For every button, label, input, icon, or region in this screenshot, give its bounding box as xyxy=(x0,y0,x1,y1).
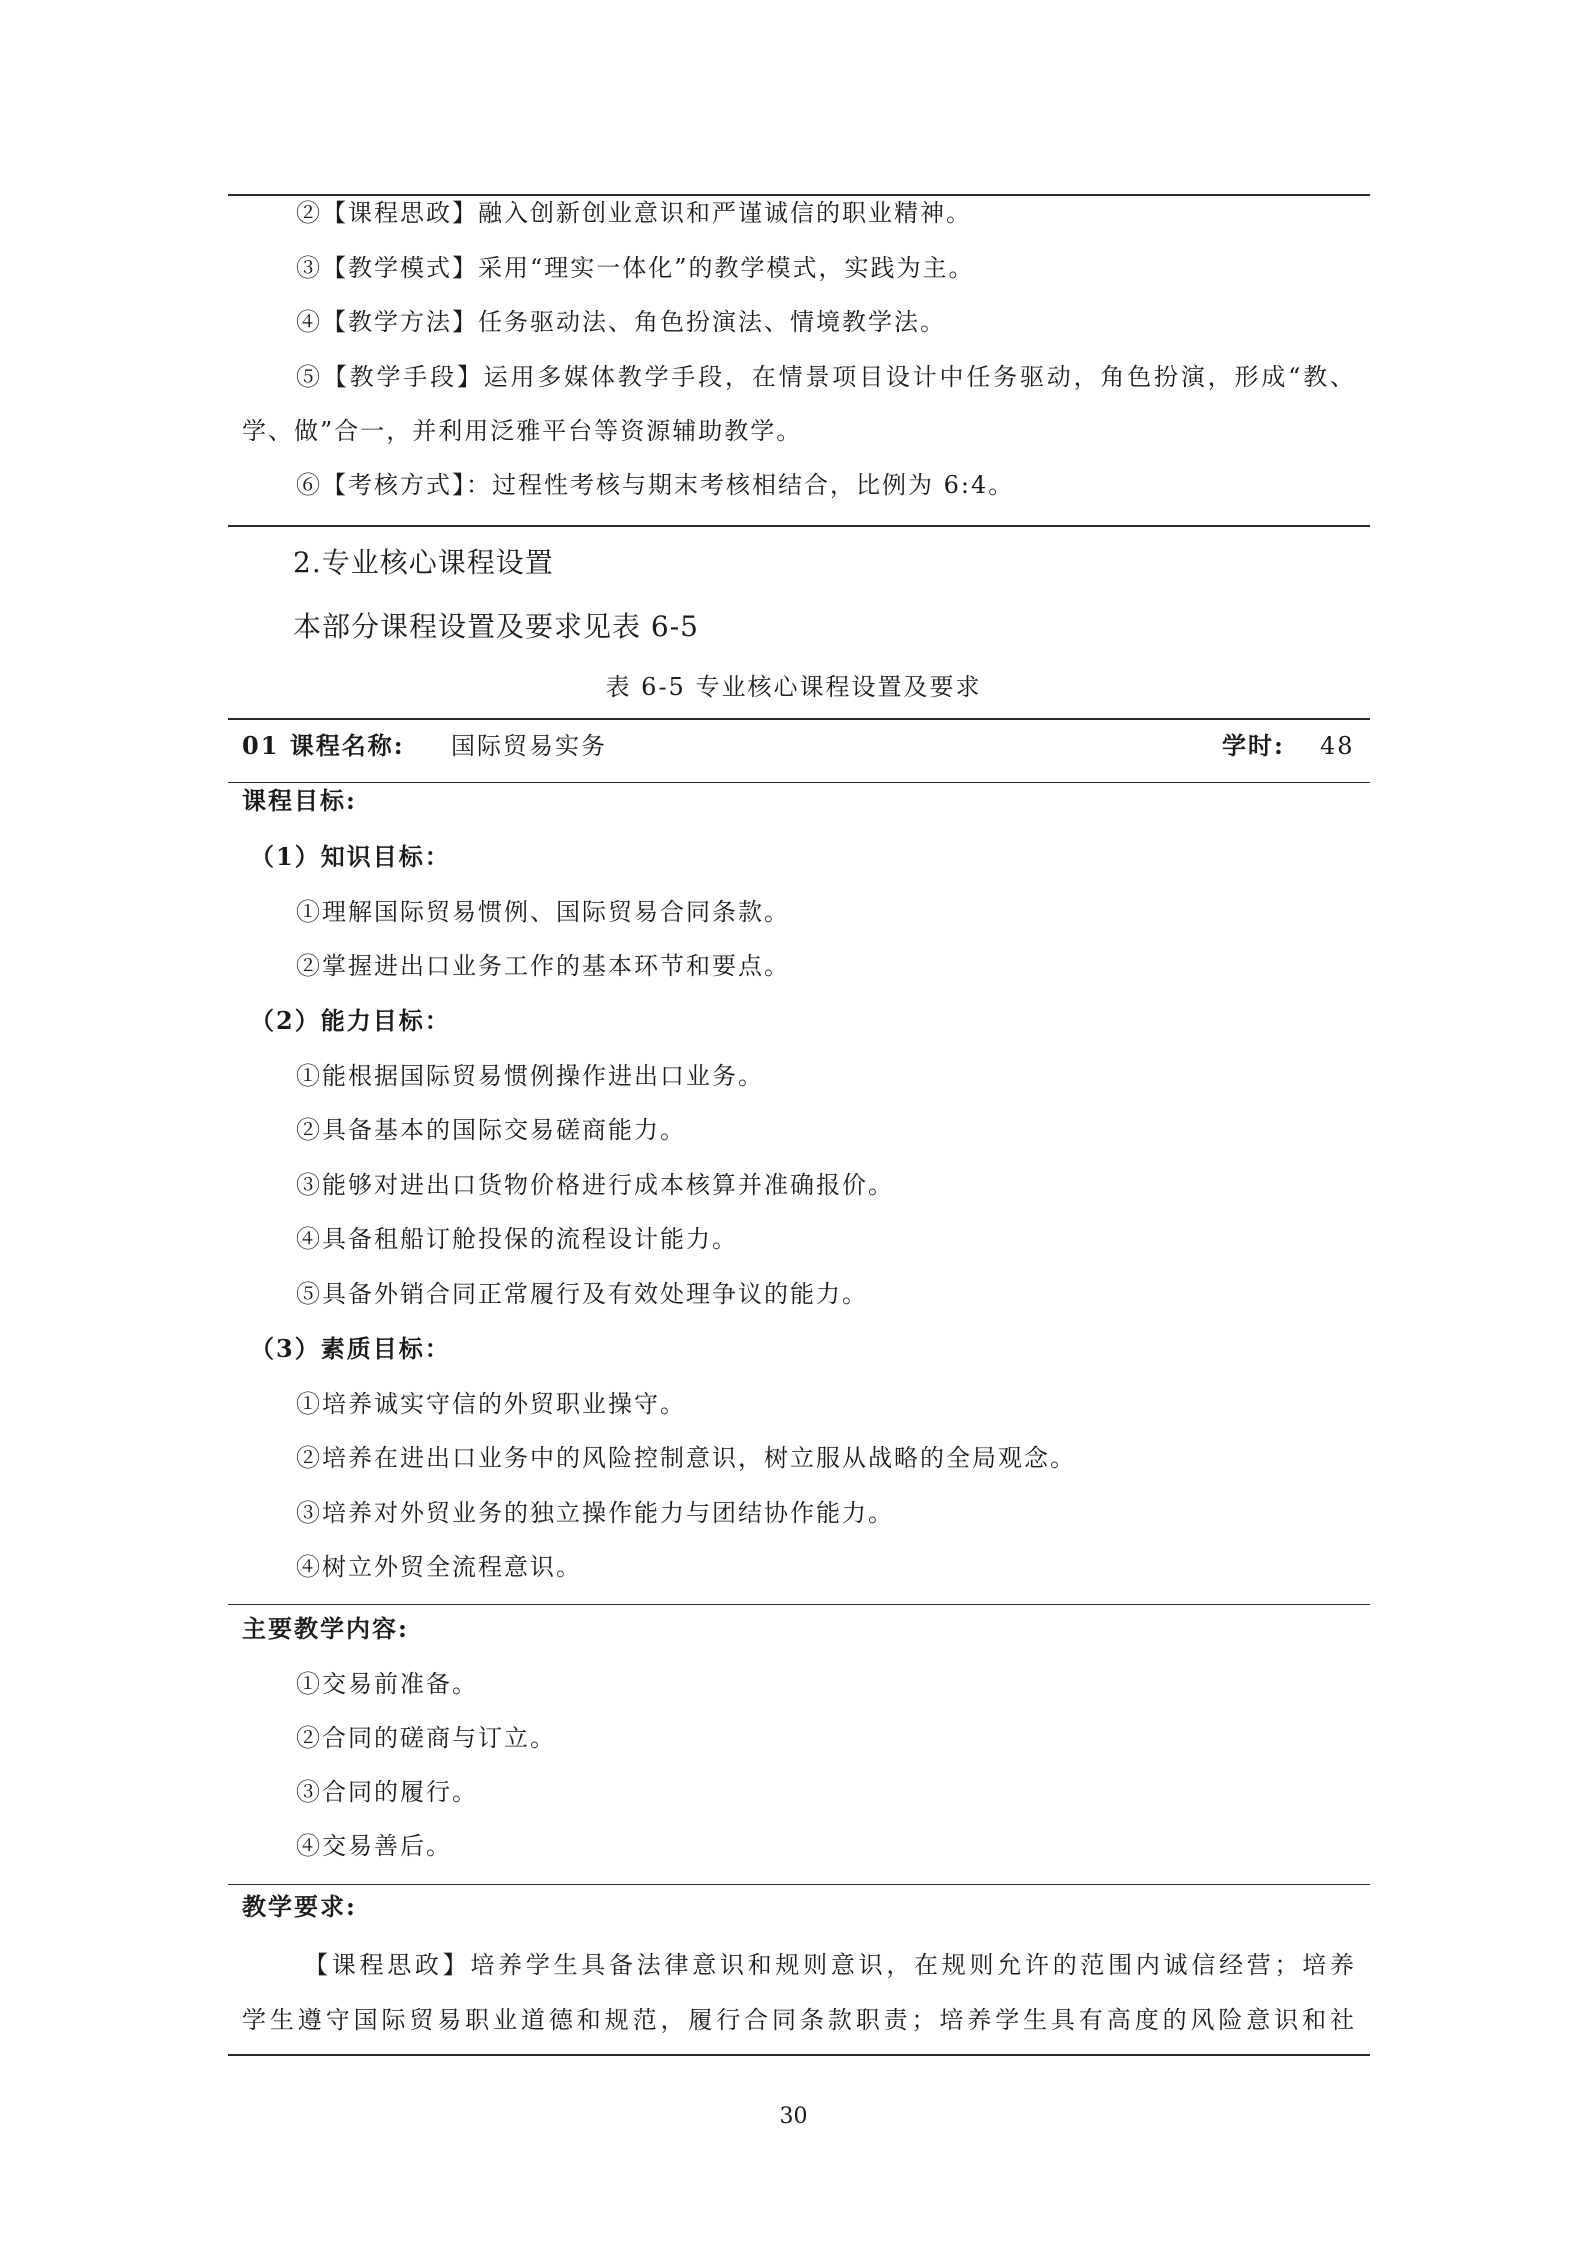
list-item: ②培养在进出口业务中的风险控制意识，树立服从战略的全局观念。 xyxy=(296,1444,1076,1472)
row-divider xyxy=(228,1604,1370,1605)
course-hours-label: 学时: xyxy=(1222,731,1285,760)
table-bottom-rule xyxy=(228,2054,1370,2056)
list-item: 学、做”合一，并利用泛雅平台等资源辅助教学。 xyxy=(242,417,803,445)
course-hours-value: 48 xyxy=(1320,732,1355,760)
course-name-label: 01 课程名称: xyxy=(242,731,405,760)
list-item: ④交易善后。 xyxy=(296,1832,452,1860)
list-item: ③培养对外贸业务的独立操作能力与团结协作能力。 xyxy=(296,1499,894,1527)
quality-title: （3）素质目标： xyxy=(250,1334,451,1363)
list-item: ②掌握进出口业务工作的基本环节和要点。 xyxy=(296,952,790,980)
list-item: ②【课程思政】融入创新创业意识和严谨诚信的职业精神。 xyxy=(296,199,972,227)
block-bottom-rule xyxy=(228,525,1370,527)
list-item: ③能够对进出口货物价格进行成本核算并准确报价。 xyxy=(296,1171,894,1199)
section-intro: 本部分课程设置及要求见表 6-5 xyxy=(293,610,699,643)
list-item: ①能根据国际贸易惯例操作进出口业务。 xyxy=(296,1062,764,1090)
content-title: 主要教学内容: xyxy=(242,1614,409,1643)
list-item: ④【教学方法】任务驱动法、角色扮演法、情境教学法。 xyxy=(296,308,946,336)
list-item: ③【教学模式】采用“理实一体化”的教学模式，实践为主。 xyxy=(296,254,975,282)
list-item: ①交易前准备。 xyxy=(296,1670,478,1698)
table-caption: 表 6-5 专业核心课程设置及要求 xyxy=(605,673,982,701)
list-item: ②合同的磋商与订立。 xyxy=(296,1724,556,1752)
row-divider xyxy=(228,1884,1370,1885)
section-heading: 2.专业核心课程设置 xyxy=(293,546,554,579)
list-item: ⑤【教学手段】运用多媒体教学手段，在情景项目设计中任务驱动，角色扮演，形成“教、 xyxy=(296,363,1356,391)
list-item: ①理解国际贸易惯例、国际贸易合同条款。 xyxy=(296,898,790,926)
ability-title: （2）能力目标： xyxy=(250,1006,451,1035)
requirements-line: 学生遵守国际贸易职业道德和规范，履行合同条款职责；培养学生具有高度的风险意识和社 xyxy=(242,2006,1356,2034)
list-item: ⑥【考核方式】：过程性考核与期末考核相结合，比例为 6:4。 xyxy=(296,471,1015,499)
list-item: ①培养诚实守信的外贸职业操守。 xyxy=(296,1390,686,1418)
table-top-rule xyxy=(228,718,1370,720)
course-name-value: 国际贸易实务 xyxy=(451,732,607,760)
requirements-title: 教学要求: xyxy=(242,1892,357,1921)
list-item: ③合同的履行。 xyxy=(296,1778,478,1806)
list-item: ④具备租船订舱投保的流程设计能力。 xyxy=(296,1225,738,1253)
knowledge-title: （1）知识目标： xyxy=(250,842,451,871)
list-item: ④树立外贸全流程意识。 xyxy=(296,1553,582,1581)
row-divider xyxy=(228,782,1370,783)
page-number: 30 xyxy=(779,2104,808,2129)
list-item: ②具备基本的国际交易磋商能力。 xyxy=(296,1116,686,1144)
requirements-line: 【课程思政】培养学生具备法律意识和规则意识，在规则允许的范围内诚信经营；培养 xyxy=(304,1951,1356,1979)
goals-title: 课程目标: xyxy=(242,786,357,815)
list-item: ⑤具备外销合同正常履行及有效处理争议的能力。 xyxy=(296,1280,868,1308)
